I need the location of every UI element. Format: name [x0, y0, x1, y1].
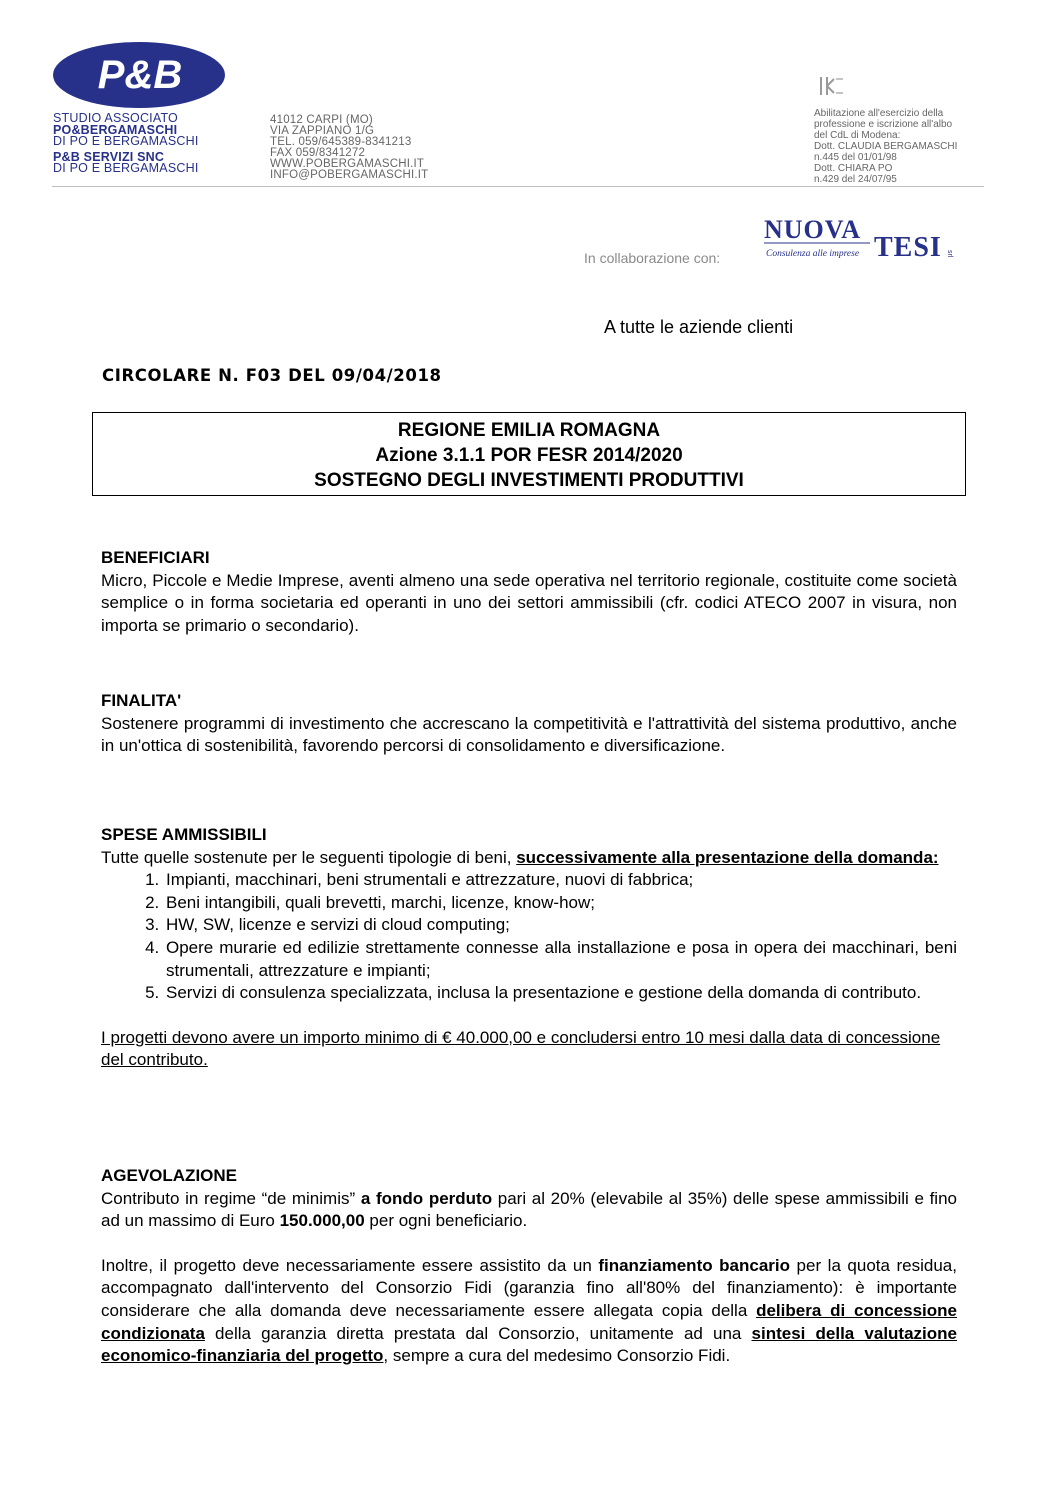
contact-line: FAX 059/8341272: [270, 147, 366, 159]
list-item: 5. Servizi di consulenza specializzata, inclusa la presentazione e gestione della domanda di contributo.: [164, 982, 957, 1005]
agevolazione-p1: [101, 1188, 957, 1233]
pb-logo: [52, 40, 226, 110]
text-run: pari al 20% (elevabile al 35%) delle spese ammissibili e fino ad un massimo di Euro: [101, 1188, 957, 1231]
text-run: , sempre a cura del medesimo Consorzio Fidi.: [383, 1346, 731, 1366]
text-run: per la quota residua, accompagnato dall'intervento del Consorzio Fidi (garanzia fino all'80% del finanziamento): è importante considerare che alla domanda deve necessariamente essere allegata copia della: [101, 1255, 957, 1320]
contact-line: 41012 CARPI (MO): [270, 114, 373, 126]
studio-line: DI PO E BERGAMASCHI: [53, 161, 199, 175]
text-run: Contributo in regime “de minimis”: [101, 1188, 356, 1208]
abilitazione-line: Dott. CHIARA PO: [814, 163, 893, 174]
text-run: Inoltre, il progetto deve necessariamente essere assistito da un: [101, 1255, 599, 1275]
abilitazione-line: n.429 del 24/07/95: [814, 174, 897, 185]
contact-line: INFO@POBERGAMASCHI.IT: [270, 169, 429, 181]
circular-number: CIRCOLARE N. F03 DEL 09/04/2018: [102, 366, 442, 385]
text-run-bold-underline: delibera di concessione condizionata: [101, 1300, 957, 1343]
studio-line: PO&BERGAMASCHI: [53, 122, 178, 137]
contact-block: [270, 115, 428, 181]
studio-block: [53, 113, 199, 175]
abilitazione-line: del CdL di Modena:: [814, 130, 901, 141]
section-heading: SPESE AMMISSIBILI: [101, 825, 267, 844]
section-text: Sostenere programmi di investimento che accrescano la competitività e l'attrattività del sistema produttivo, anche in un'ottica di sostenibilità, favorendo percorsi di consolidamento e diversificazione.: [101, 713, 957, 756]
abilitazione-line: n.445 del 01/01/98: [814, 152, 897, 163]
tesi-text: TESI: [874, 232, 942, 262]
title-line-1: REGIONE EMILIA ROMAGNA: [397, 420, 661, 441]
section-text: Micro, Piccole e Medie Imprese, aventi almeno una sede operativa nel territorio regionale, costituite come società semplice o in forma societaria ed operanti in uno dei settori ammissibili (cfr. codici ATECO 2007 in visura, non importa se primario o secondario).: [101, 570, 957, 635]
header-divider: [52, 186, 984, 187]
text-run-bold-underline: sintesi della valutazione economico-finanziaria del progetto: [101, 1323, 957, 1366]
text-run: per ogni beneficiario.: [364, 1211, 528, 1231]
text-run-bold: finanziamento bancario: [598, 1255, 791, 1275]
text-run-bold: a fondo perduto: [355, 1188, 493, 1208]
contact-line: TEL. 059/645389-8341213: [270, 136, 412, 148]
section-finalita: [101, 690, 957, 758]
spese-note: I progetti devono avere un importo minimo di € 40.000,00 e concludersi entro 10 mesi dalla data di concessione del contributo.: [101, 1027, 941, 1070]
association-icon: [818, 75, 846, 97]
tagline-text: Consulenza alle imprese: [766, 249, 860, 259]
section-beneficiari: [101, 547, 957, 637]
srl-text: srl: [946, 250, 953, 258]
intro-emphasis: successivamente alla presentazione della domanda:: [516, 847, 939, 867]
recipient: A tutte le aziende clienti: [604, 317, 794, 337]
text-run-bold: 150.000,00: [279, 1211, 365, 1231]
abilitazione-line: professione e iscrizione all'albo: [814, 119, 953, 130]
list-item: 2. Beni intangibili, quali brevetti, marchi, licenze, know-how;: [164, 892, 957, 915]
studio-line: P&B SERVIZI SNC: [53, 149, 165, 164]
section-intro: [101, 847, 957, 870]
title-line-3: SOSTEGNO DEGLI INVESTIMENTI PRODUTTIVI: [314, 470, 744, 491]
section-heading: BENEFICIARI: [101, 548, 210, 567]
collaboration-label: In collaborazione con:: [584, 250, 721, 266]
list-item: 4. Opere murarie ed edilizie strettamente connesse alla installazione e posa in opera dei macchinari, beni strumentali, attrezzature e impianti;: [164, 937, 957, 982]
spese-list: [101, 869, 957, 1005]
nuova-tesi-logo: [762, 214, 958, 262]
title-line-2: Azione 3.1.1 POR FESR 2014/2020: [375, 445, 683, 466]
title-box: [92, 412, 966, 496]
list-item: 3. HW, SW, licenze e servizi di cloud computing;: [164, 914, 957, 937]
abilitazione-line: Dott. CLAUDIA BERGAMASCHI: [814, 141, 958, 152]
section-spese: [101, 824, 957, 1072]
studio-line: STUDIO ASSOCIATO: [53, 111, 178, 125]
pb-logo-text: P&B: [97, 53, 183, 97]
agevolazione-p2: [101, 1255, 957, 1368]
section-agevolazione: [101, 1165, 957, 1368]
list-item: 1. Impianti, macchinari, beni strumentali e attrezzature, nuovi di fabbrica;: [164, 869, 957, 892]
section-heading: AGEVOLAZIONE: [101, 1166, 238, 1185]
abilitazione-block: [814, 108, 957, 185]
contact-line: VIA ZAPPIANO 1/G: [270, 125, 375, 137]
intro-text: Tutte quelle sostenute per le seguenti tipologie di beni,: [101, 847, 512, 867]
abilitazione-line: Abilitazione all'esercizio della: [814, 108, 944, 119]
section-heading: FINALITA': [101, 691, 182, 710]
nuova-text: NUOVA: [764, 215, 861, 244]
studio-line: DI PO E BERGAMASCHI: [53, 134, 199, 148]
contact-line: WWW.POBERGAMASCHI.IT: [270, 158, 425, 170]
text-run: della garanzia diretta prestata dal Consorzio, unitamente ad una: [204, 1323, 752, 1343]
